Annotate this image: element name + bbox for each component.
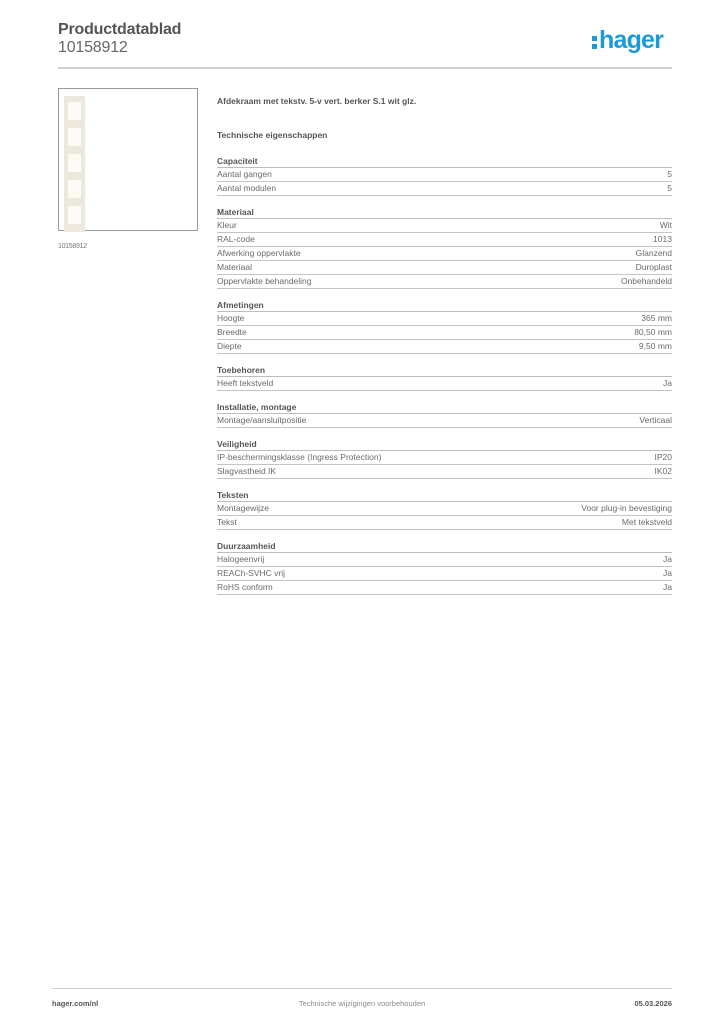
spec-row: [217, 553, 672, 567]
spec-value: 365 mm: [641, 313, 672, 323]
spec-value: IK02: [654, 466, 672, 476]
section-title: Teksten: [217, 489, 672, 502]
logo-text: hager: [599, 26, 664, 54]
product-title: Afdekraam met tekstv. 5-v vert. berker S.1 wit glz.: [217, 96, 417, 106]
spec-value: 5: [667, 169, 672, 179]
spec-row: [217, 326, 672, 340]
spec-section: [217, 438, 672, 479]
spec-value: 9,50 mm: [638, 341, 672, 351]
spec-value: Ja: [663, 378, 672, 388]
article-number: 10158912: [58, 39, 128, 56]
section-title: Afmetingen: [217, 299, 672, 312]
spec-value: Wit: [659, 220, 672, 230]
spec-section: [217, 155, 672, 196]
image-caption: 10158912: [58, 243, 87, 250]
section-title: Veiligheid: [217, 438, 672, 451]
spec-label: REACh-SVHC vrij: [217, 568, 286, 578]
spec-value: Ja: [663, 568, 672, 578]
spec-label: RoHS conform: [217, 582, 273, 592]
spec-row: [217, 567, 672, 581]
spec-row: [217, 247, 672, 261]
product-image: [58, 88, 198, 231]
spec-value: Met tekstveld: [621, 517, 672, 527]
footer-disclaimer: Technische wijzigingen voorbehouden: [298, 999, 426, 1008]
spec-row: [217, 219, 672, 233]
hager-logo: [592, 25, 663, 55]
section-title: Installatie, montage: [217, 401, 672, 414]
spec-section: [217, 540, 672, 595]
spec-label: Tekst: [217, 517, 237, 527]
spec-row: [217, 451, 672, 465]
spec-value: Onbehandeld: [620, 276, 672, 286]
spec-value: Voor plug-in bevestiging: [581, 503, 672, 513]
footer-date: 05.03.2026: [634, 999, 672, 1008]
header-divider: [58, 67, 672, 69]
spec-value: Ja: [663, 554, 672, 564]
spec-value: Duroplast: [635, 262, 672, 272]
spec-sections: [217, 155, 672, 595]
spec-value: 80,50 mm: [634, 327, 672, 337]
tech-heading: Technische eigenschappen: [217, 130, 328, 140]
spec-section: [217, 401, 672, 428]
cover-frame-illustration: [64, 96, 85, 232]
spec-section: [217, 489, 672, 530]
spec-row: [217, 261, 672, 275]
specifications: [217, 95, 672, 595]
spec-label: Heeft tekstveld: [217, 378, 274, 388]
spec-row: [217, 502, 672, 516]
footer-website: hager.com/nl: [52, 999, 99, 1008]
spec-label: Afwerking oppervlakte: [217, 248, 301, 258]
spec-label: Aantal modulen: [217, 183, 277, 193]
spec-row: [217, 581, 672, 595]
spec-label: Slagvastheid IK: [217, 466, 277, 476]
spec-value: 5: [667, 183, 672, 193]
spec-label: Breedte: [217, 327, 247, 337]
section-title: Materiaal: [217, 206, 672, 219]
spec-label: Aantal gangen: [217, 169, 272, 179]
spec-label: Montage/aansluitpositie: [217, 415, 307, 425]
spec-label: Halogeenvrij: [217, 554, 265, 564]
frame-opening: [68, 206, 81, 224]
spec-section: [217, 364, 672, 391]
section-title: Capaciteit: [217, 155, 672, 168]
footer-divider: [52, 988, 672, 989]
frame-opening: [68, 128, 81, 146]
logo-colon-icon: [592, 32, 598, 50]
spec-row: [217, 312, 672, 326]
frame-opening: [68, 102, 81, 120]
page-title: Productdatablad: [58, 21, 182, 38]
spec-label: Hoogte: [217, 313, 245, 323]
spec-label: Diepte: [217, 341, 242, 351]
spec-value: Ja: [663, 582, 672, 592]
spec-row: [217, 168, 672, 182]
spec-value: Verticaal: [639, 415, 672, 425]
spec-row: [217, 377, 672, 391]
spec-row: [217, 275, 672, 289]
spec-label: RAL-code: [217, 234, 255, 244]
spec-row: [217, 465, 672, 479]
section-title: Duurzaamheid: [217, 540, 672, 553]
spec-label: Oppervlakte behandeling: [217, 276, 312, 286]
spec-row: [217, 182, 672, 196]
frame-opening: [68, 180, 81, 198]
section-title: Toebehoren: [217, 364, 672, 377]
spec-value: IP20: [654, 452, 672, 462]
spec-value: Glanzend: [635, 248, 672, 258]
spec-label: Montagewijze: [217, 503, 269, 513]
spec-row: [217, 516, 672, 530]
spec-section: [217, 299, 672, 354]
spec-label: Kleur: [217, 220, 237, 230]
spec-row: [217, 233, 672, 247]
spec-label: IP-beschermingsklasse (Ingress Protection): [217, 452, 382, 462]
frame-opening: [68, 154, 81, 172]
spec-value: 1013: [653, 234, 672, 244]
spec-label: Materiaal: [217, 262, 252, 272]
spec-row: [217, 414, 672, 428]
spec-row: [217, 340, 672, 354]
spec-section: [217, 206, 672, 289]
